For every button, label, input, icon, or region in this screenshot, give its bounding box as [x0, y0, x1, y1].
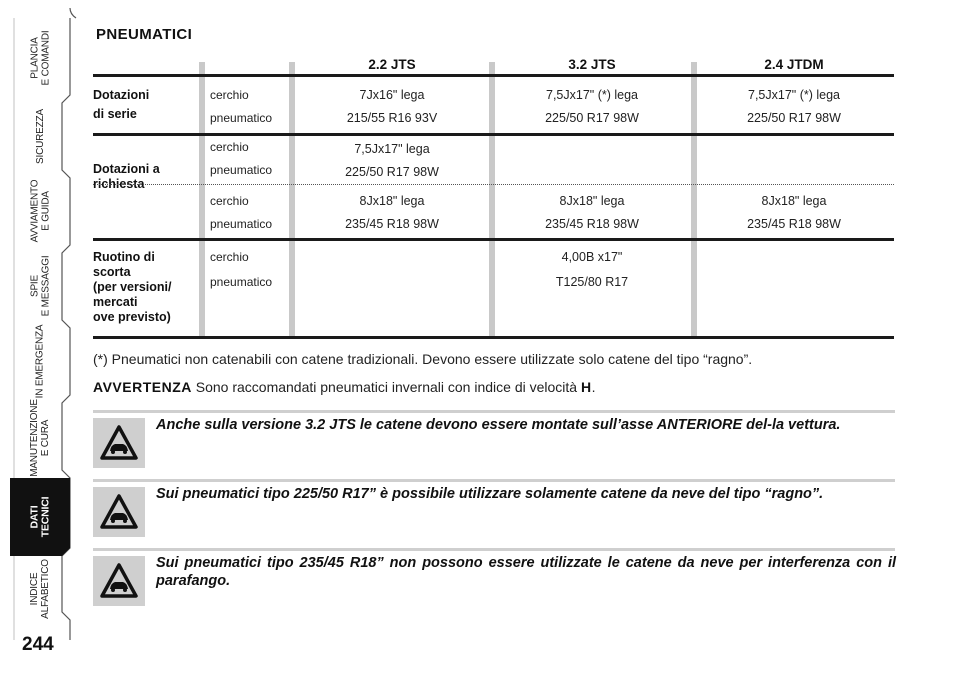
tab-indice-alfabetico[interactable]: [10, 558, 70, 620]
tab-in-emergenza[interactable]: [10, 324, 70, 398]
column-divider: [199, 62, 205, 338]
notice-225-tyres: [93, 479, 895, 541]
column-header-3-2-jts: 3.2 JTS: [568, 57, 616, 72]
page-title: PNEUMATICI: [96, 26, 193, 43]
table-rule: [93, 238, 894, 241]
notice-text: Anche sulla versione 3.2 JTS le catene devono essere montate sull’asse ANTERIORE del-la vettura.: [156, 417, 841, 433]
car-warning-triangle-icon: [93, 487, 145, 537]
table-rule: [93, 336, 894, 339]
table-cell: 8Jx18" lega: [559, 194, 625, 208]
tab-dati-tecnici[interactable]: [10, 480, 70, 554]
table-rule: [93, 74, 894, 77]
sub-label-tyre: pneumatico: [210, 217, 273, 231]
warning-line: [93, 379, 595, 395]
sub-label-tyre: pneumatico: [210, 275, 273, 289]
sub-label-rim: cerchio: [210, 250, 249, 264]
page-number: 244: [22, 634, 54, 655]
car-warning-triangle-icon: [93, 556, 145, 606]
table-cell: T125/80 R17: [555, 275, 629, 289]
column-header-2-4-jtdm: 2.4 JTDM: [764, 57, 824, 72]
table-cell: 225/50 R17 98W: [545, 111, 639, 125]
row-label: scorta: [93, 265, 131, 279]
row-label: Ruotino di: [93, 250, 155, 264]
sub-label-rim: cerchio: [210, 140, 249, 154]
table-cell: 7Jx16" lega: [359, 88, 425, 102]
tab-label: AVVIAMENTO E GUIDA: [29, 179, 51, 243]
tab-avviamento-e-guida[interactable]: [10, 178, 70, 244]
table-cell: 235/45 R18 98W: [345, 217, 439, 231]
tab-label: DATI TECNICI: [27, 496, 51, 538]
sub-label-rim: cerchio: [210, 88, 249, 102]
row-label: richiesta: [93, 177, 145, 191]
table-cell: 235/45 R18 98W: [545, 217, 639, 231]
section-tab-nav: [0, 0, 80, 676]
tab-plancia-e-comandi[interactable]: [10, 22, 70, 94]
tab-label: SPIE E MESSAGGI: [29, 255, 52, 317]
row-label: Dotazioni a: [93, 162, 160, 176]
table-cell: 235/45 R18 98W: [747, 217, 841, 231]
tab-sicurezza[interactable]: [10, 103, 70, 169]
warning-emphasis: H: [580, 379, 592, 395]
sub-label-tyre: pneumatico: [210, 111, 273, 125]
sub-label-tyre: pneumatico: [210, 163, 273, 177]
row-label: ove previsto): [93, 310, 171, 324]
notice-text: Sui pneumatici tipo 235/45 R18” non possono essere utilizzate le catene da neve per interferenza con il parafango.: [156, 555, 896, 589]
column-header-2-2-jts: 2.2 JTS: [368, 57, 416, 72]
sub-label-rim: cerchio: [210, 194, 249, 208]
warning-text: Sono raccomandati pneumatici invernali con indice di velocità: [191, 379, 581, 395]
warning-heading: AVVERTENZA: [93, 379, 192, 395]
table-cell: 7,5Jx17" (*) lega: [546, 88, 638, 102]
warning-text-end: .: [591, 379, 596, 395]
notice-235-tyres: [93, 548, 895, 610]
tab-label: PLANCIA E COMANDI: [29, 30, 51, 86]
table-cell: 8Jx18" lega: [359, 194, 425, 208]
table-cell: 7,5Jx17" lega: [354, 142, 430, 156]
table-cell: 225/50 R17 98W: [345, 165, 439, 179]
footnote: (*) Pneumatici non catenabili con catene tradizionali. Devono essere utilizzate solo catene del tipo “ragno”.: [93, 351, 753, 367]
tab-label: IN EMERGENZA: [34, 324, 46, 398]
table-rule-dotted: [93, 184, 894, 185]
table-cell: 8Jx18" lega: [761, 194, 827, 208]
car-warning-triangle-icon: [93, 418, 145, 468]
tab-label: MANUTENZIONE E CURA: [29, 399, 52, 477]
notice-text: Sui pneumatici tipo 225/50 R17” è possibile utilizzare solamente catene da neve del tipo “ragno”.: [156, 486, 824, 502]
table-cell: 215/55 R16 93V: [346, 111, 438, 125]
tab-label: INDICE ALFABETICO: [29, 559, 51, 619]
notice-front-axle: [93, 410, 895, 472]
tab-manutenzione-e-cura[interactable]: [10, 399, 70, 477]
notice-rule: [93, 410, 895, 413]
table-cell: 4,00B x17": [561, 250, 623, 264]
notice-rule: [93, 548, 895, 551]
row-label: (per versioni/: [93, 280, 172, 294]
table-cell: 7,5Jx17" (*) lega: [748, 88, 840, 102]
tab-spie-e-messaggi[interactable]: [10, 253, 70, 319]
row-label: mercati: [93, 295, 138, 309]
row-label: di serie: [93, 107, 137, 121]
row-label: Dotazioni: [93, 88, 150, 102]
tab-label: SICUREZZA: [34, 108, 46, 164]
tyre-spec-table: [93, 56, 894, 341]
table-cell: 225/50 R17 98W: [747, 111, 841, 125]
notice-rule: [93, 479, 895, 482]
table-rule: [93, 133, 894, 136]
